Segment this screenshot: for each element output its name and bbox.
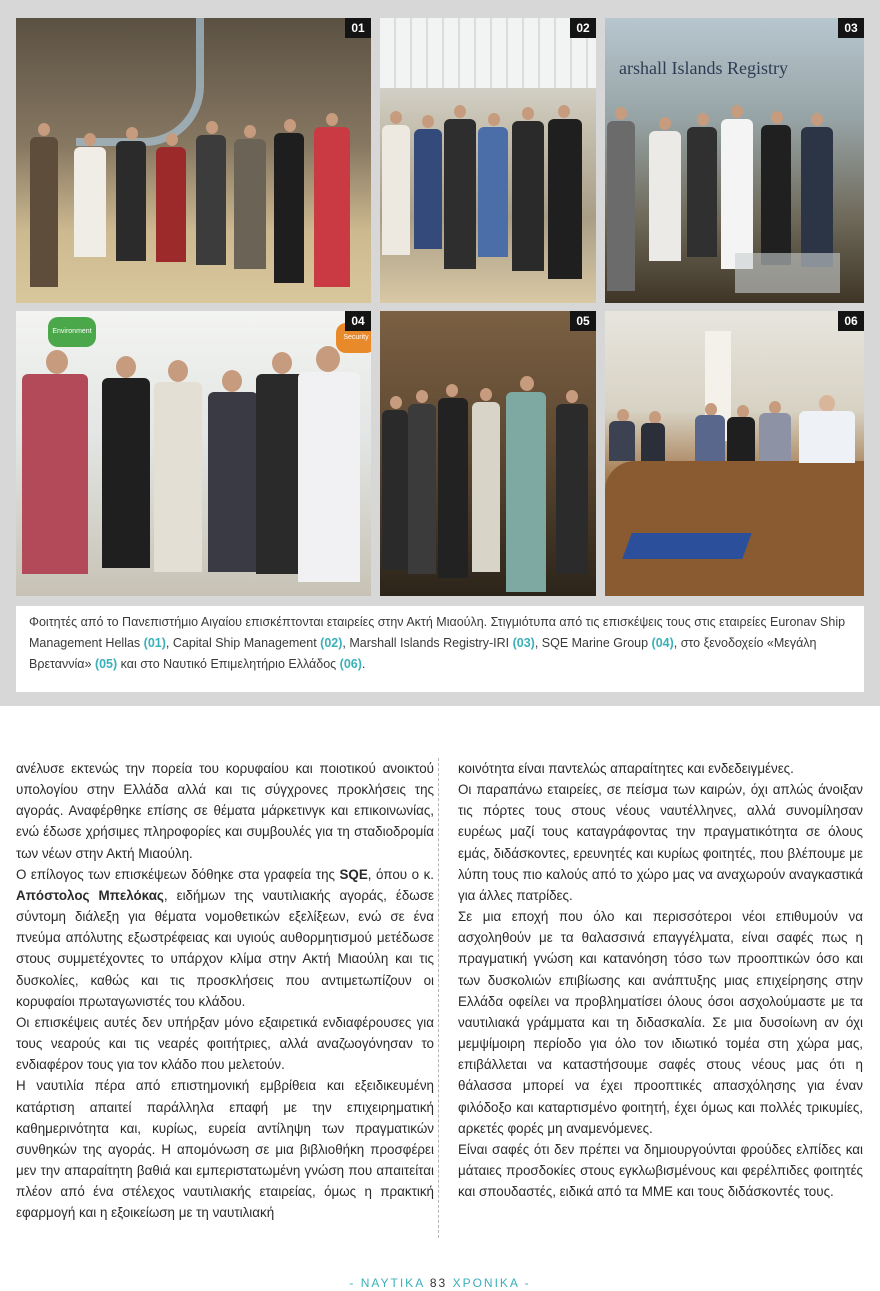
- footer-magazine-right: ΧΡΟΝΙΚΑ -: [447, 1276, 531, 1290]
- paragraph: Οι παραπάνω εταιρείες, σε πείσμα των καιρών, όχι απλώς άνοιξαν τις πόρτες τους στους νέους ναυτέλληνες, αλλά συνομίλησαν ευρέως μαζί τους καταγράφοντας την πραγματικότητα σε όλους εμάς, διδάσκοντες, ερευνητές και κυρίως φοιτητές, που βλέπουμε με λύπη τους πιο καλούς από το χώρο μας να αναχωρούν αναγκαστικά για άλλες πατρίδες.: [458, 782, 863, 903]
- orange-banner: Security: [336, 323, 371, 353]
- paragraph: Είναι σαφές ότι δεν πρέπει να δημιουργούνται φρούδες ελπίδες και μάταιες προσδοκίες στους εγκλωβισμένους και φερέλπιδες φοιτητές και σπουδαστές, ειδικά από τα ΜΜΕ και τους διδάσκοντές τους.: [458, 1141, 863, 1200]
- photo-badge: 05: [570, 311, 596, 331]
- page-number: 83: [429, 1276, 448, 1290]
- caption-ref-06: (06): [339, 657, 362, 671]
- caption-ref-04: (04): [651, 636, 674, 650]
- paragraph: Η ναυτιλία πέρα από επιστημονική εμβρίθεια και εξειδικευμένη κατάρτιση απαιτεί παράλληλα επαφή με την επιχειρηματική καθημερινότητα και, κυρίως, ευρεία αντίληψη των πραγματικών συνθηκών της αγοράς. Η απομόνωση σε μια βιβλιοθήκη προσφέρει μεν την απαραίτητη βαθιά και εμπεριστατωμένη γνώση που απαιτείται πλέον από ένα στέλεχος ναυτιλιακής εταιρείας, όμως η πρακτική εφαρμογή και η εξοικείωση με τη ναυτιλιακή: [16, 1078, 434, 1221]
- photo-03: [605, 18, 864, 303]
- photo-04: [16, 311, 371, 596]
- caption-text: Φοιτητές από το Πανεπιστήμιο Αιγαίου επισκέπτονται εταιρείες στην Ακτή Μιαούλη. Στιγμιότυπα από τις επισκέψεις τους στις εταιρείες Euronav Ship Management Hellas (01), Capital Ship Management (02), Marshall Islands Registry-IRI (03), SQE Marine Group (04), στο ξενοδοχείο «Μεγάλη Βρεταννία» (05) και στο Ναυτικό Επιμελητήριο Ελλάδος (06).: [29, 615, 846, 671]
- footer-magazine-left: - ΝΑΥΤΙΚΑ: [349, 1276, 430, 1290]
- caption-ref-05: (05): [94, 657, 118, 671]
- article-column-left: [16, 758, 434, 1223]
- photo-caption: [16, 606, 864, 692]
- photo-badge: 01: [345, 18, 371, 38]
- photo-05: [380, 311, 596, 596]
- paragraph: Σε μια εποχή που όλο και περισσότεροι νέοι επιθυμούν να ασχοληθούν με τα θαλασσινά επαγγέλματα, είναι σαφές πως η πραγματική γνώση και κατανόηση τόσο των προοπτικών όσο και των δυσκολιών επιβίωσης και ανάπτυξης μιας επιχείρησης στην Ελλάδα οφείλει να προβληματίσει όλους όσοι ασχολούμαστε με τα ναυτιλιακά γράμματα και τη διδασκαλία. Σε μια δυσοίωνη αν όχι μεμψίμοιρη περίοδο για όλο τον ιδιωτικό τομέα στη χώρα μας, επιβάλλεται να καταστήσουμε σαφές στους νέους μας ότι η θάλασσα μπορεί να έχει προοπτικές απασχόλησης για έναν φιλόδοξο και καταρτισμένο φοιτητή, έχει όμως και πολλές τρικυμίες, αρκετές φορές μη αναμενόμενες.: [458, 909, 863, 1136]
- paragraph: ανέλυσε εκτενώς την πορεία του κορυφαίου και ποιοτικού ανοικτού υπολογίου στην Ελλάδα αλλά και τις σύγχρονες προκλήσεις της αγοράς. Αναφέρθηκε επίσης σε θέματα μάρκετινγκ και επικοινωνίας, ενώ έδωσε χρήσιμες πληροφορίες και συμβουλές για τη σταδιοδρομία των νέων στην Ακτή Μιαούλη.: [16, 761, 434, 861]
- caption-ref-01: (01): [143, 636, 166, 650]
- page-footer: [0, 1276, 880, 1290]
- photo-06: [605, 311, 864, 596]
- column-divider: [438, 758, 439, 1238]
- photo-badge: 02: [570, 18, 596, 38]
- caption-ref-03: (03): [512, 636, 535, 650]
- photo-badge: 06: [838, 311, 864, 331]
- green-banner: Environment: [48, 317, 96, 347]
- photo-badge: 03: [838, 18, 864, 38]
- article-column-right: [458, 758, 863, 1202]
- paragraph: Ο επίλογος των επισκέψεων δόθηκε στα γραφεία της SQE, όπου ο κ. Απόστολος Μπελόκας, ειδήμων της ναυτιλιακής αγοράς, έδωσε σύντομη διάλεξη για θέματα νομοθετικών εξελίξεων, ενώ σε ένα πνεύμα απόλυτης εξωστρέφειας και υγιούς αυθορμητισμού μετέδωσε στους συμμετέχοντες το υπάρχον κλίμα στην Ακτή Μιαούλη και τις δυσκολίες, καθώς και τις προσκλήσεις που αντιμετωπίζουν οι κορυφαίοι πρωταγωνιστές του κλάδου.: [16, 866, 434, 1009]
- registry-sign: arshall Islands Registry: [619, 58, 788, 78]
- paragraph: Οι επισκέψεις αυτές δεν υπήρξαν μόνο εξαιρετικά ενδιαφέρουσες για τους νεαρούς και τις νεαρές φοιτήτριες, αλλά αναζωογόνησαν το ενδιαφέρον τους για τον κλάδο που μελετούν.: [16, 1014, 434, 1073]
- photo-01: [16, 18, 371, 303]
- photo-badge: 04: [345, 311, 371, 331]
- paragraph: κοινότητα είναι παντελώς απαραίτητες και ενδεδειγμένες.: [458, 761, 794, 776]
- caption-ref-02: (02): [320, 636, 343, 650]
- photo-02: [380, 18, 596, 303]
